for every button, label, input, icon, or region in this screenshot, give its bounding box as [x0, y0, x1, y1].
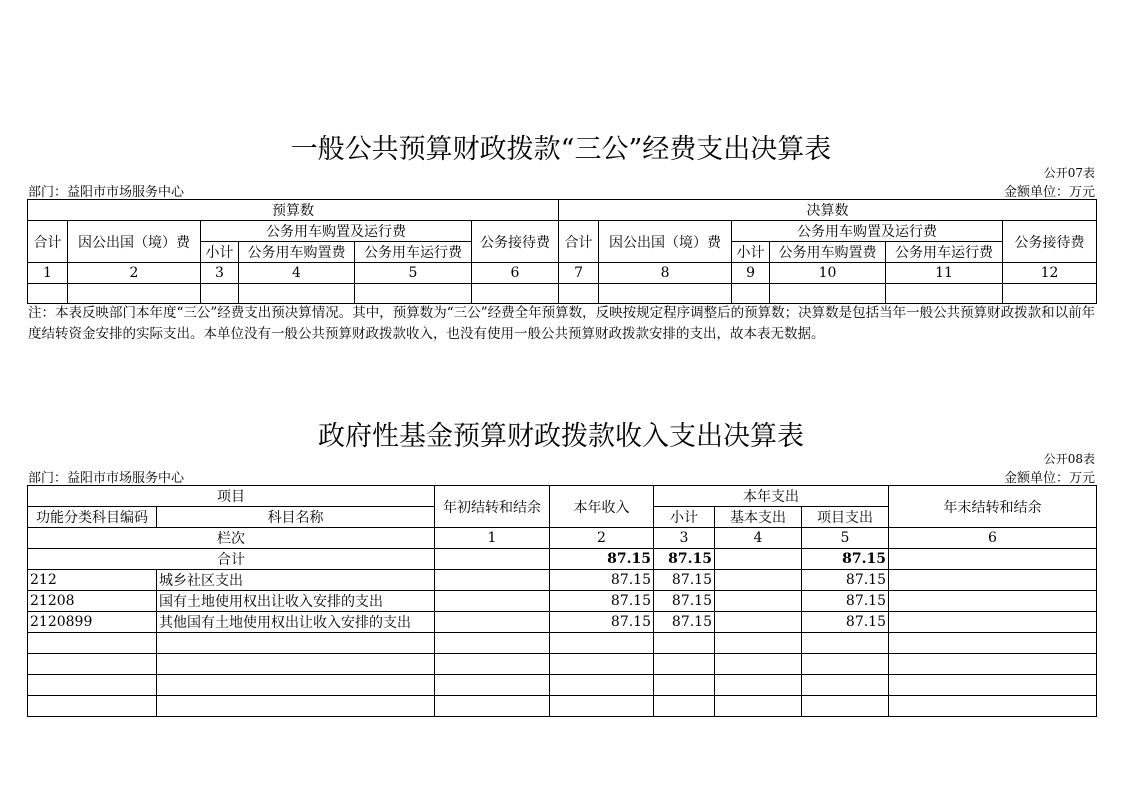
- table-row: [28, 591, 1097, 612]
- table1-dept: 部门：益阳市市场服务中心: [28, 185, 185, 200]
- table2-code: 公开08表: [1043, 452, 1095, 466]
- table-row: [28, 284, 1097, 304]
- fund-table: [27, 485, 1097, 717]
- subtotal-header: 小计: [654, 507, 715, 528]
- expense-header: 本年支出: [654, 486, 889, 507]
- budget-car-header: 公务用车购置及运行费: [201, 221, 472, 242]
- final-car-run-header: 公务用车运行费: [886, 242, 1003, 263]
- budget-car-buy-header: 公务用车购置费: [239, 242, 355, 263]
- table-row: [28, 696, 1097, 717]
- budget-reception-header: 公务接待费: [472, 221, 559, 263]
- table2-title: 政府性基金预算财政拨款收入支出决算表: [318, 421, 804, 452]
- row-project: 87.15: [802, 570, 889, 591]
- col-index: 12: [1003, 263, 1097, 284]
- col-index: 1: [435, 528, 550, 549]
- col-index: 7: [559, 263, 599, 284]
- row-subtotal: 87.15: [654, 612, 715, 633]
- col-index: 1: [28, 263, 68, 284]
- col-index: 6: [472, 263, 559, 284]
- row-income: 87.15: [550, 570, 654, 591]
- col-index: 10: [770, 263, 886, 284]
- final-car-header: 公务用车购置及运行费: [732, 221, 1003, 242]
- final-abroad-header: 因公出国（境）费: [599, 221, 732, 263]
- code-header: 功能分类科目编码: [28, 507, 157, 528]
- row-name: 城乡社区支出: [157, 570, 435, 591]
- table-row: [28, 654, 1097, 675]
- col-index: 3: [201, 263, 239, 284]
- row-code: 2120899: [28, 612, 157, 633]
- table-row: [28, 570, 1097, 591]
- row-project: 87.15: [802, 612, 889, 633]
- table1-title: 一般公共预算财政拨款“三公”经费支出决算表: [290, 134, 832, 165]
- total-label: 合计: [28, 549, 435, 570]
- final-header: 决算数: [559, 200, 1097, 221]
- table-row: [28, 633, 1097, 654]
- table2-unit: 金额单位：万元: [1003, 471, 1095, 486]
- col-index: 2: [550, 528, 654, 549]
- table2-dept: 部门：益阳市市场服务中心: [28, 471, 185, 486]
- budget-abroad-header: 因公出国（境）费: [68, 221, 201, 263]
- final-total-header: 合计: [559, 221, 599, 263]
- col-index: 4: [715, 528, 802, 549]
- col-index: 5: [355, 263, 472, 284]
- final-car-subtotal-header: 小计: [732, 242, 770, 263]
- row-subtotal: 87.15: [654, 570, 715, 591]
- col-index: 11: [886, 263, 1003, 284]
- col-index: 2: [68, 263, 201, 284]
- col-index: 8: [599, 263, 732, 284]
- name-header: 科目名称: [157, 507, 435, 528]
- col-index: 3: [654, 528, 715, 549]
- col-index: 6: [889, 528, 1097, 549]
- begin-balance-header: 年初结转和结余: [435, 486, 550, 528]
- item-header: 项目: [28, 486, 435, 507]
- income-header: 本年收入: [550, 486, 654, 528]
- row-code: 212: [28, 570, 157, 591]
- table1-unit: 金额单位：万元: [1003, 185, 1095, 200]
- total-income: 87.15: [550, 549, 654, 570]
- row-name: 其他国有土地使用权出让收入安排的支出: [157, 612, 435, 633]
- row-income: 87.15: [550, 591, 654, 612]
- total-project: 87.15: [802, 549, 889, 570]
- budget-car-run-header: 公务用车运行费: [355, 242, 472, 263]
- budget-car-subtotal-header: 小计: [201, 242, 239, 263]
- project-header: 项目支出: [802, 507, 889, 528]
- col-label: 栏次: [28, 528, 435, 549]
- table-row: [28, 675, 1097, 696]
- col-index: 4: [239, 263, 355, 284]
- final-car-buy-header: 公务用车购置费: [770, 242, 886, 263]
- basic-header: 基本支出: [715, 507, 802, 528]
- col-index: 9: [732, 263, 770, 284]
- table-row: [28, 612, 1097, 633]
- col-index: 5: [802, 528, 889, 549]
- row-income: 87.15: [550, 612, 654, 633]
- final-reception-header: 公务接待费: [1003, 221, 1097, 263]
- row-code: 21208: [28, 591, 157, 612]
- total-row: [28, 549, 1097, 570]
- three-public-table: [27, 199, 1097, 304]
- row-project: 87.15: [802, 591, 889, 612]
- total-subtotal: 87.15: [654, 549, 715, 570]
- table1-code: 公开07表: [1043, 166, 1095, 180]
- row-name: 国有土地使用权出让收入安排的支出: [157, 591, 435, 612]
- budget-total-header: 合计: [28, 221, 68, 263]
- budget-header: 预算数: [28, 200, 559, 221]
- table1-note: 注：本表反映部门本年度“三公”经费支出预决算情况。其中，预算数为“三公”经费全年预算数，反映按规定程序调整后的预算数；决算数是包括当年一般公共预算财政拨款和以前年度结转资金安排的实际支出。本单位没有一般公共预算财政拨款收入，也没有使用一般公共预算财政拨款安排的支出，故本表无数据。: [28, 305, 1096, 342]
- row-subtotal: 87.15: [654, 591, 715, 612]
- end-balance-header: 年末结转和结余: [889, 486, 1097, 528]
